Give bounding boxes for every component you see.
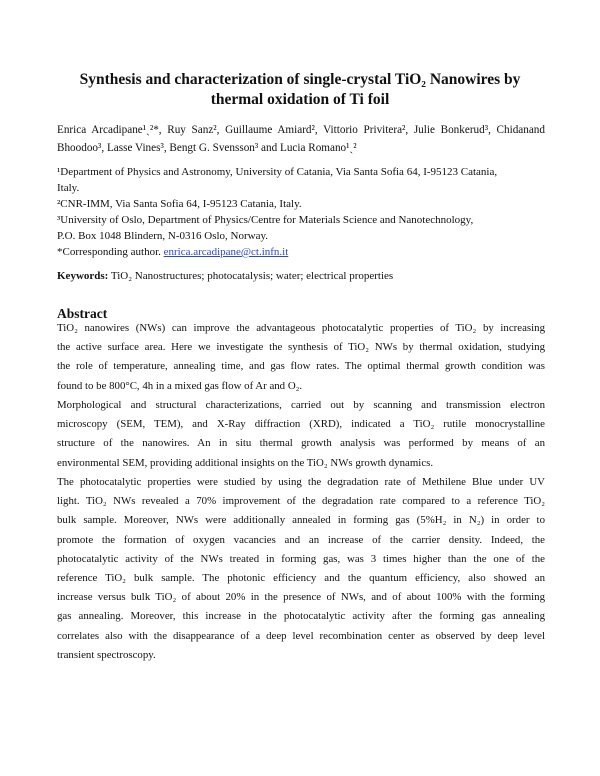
abstract-heading: Abstract xyxy=(57,306,108,321)
paper-title xyxy=(60,70,540,110)
affiliation-line: ¹Department of Physics and Astronomy, University of Catania, Via Santa Sofia 64, I-95123 Catania, xyxy=(57,166,498,178)
affiliation-line: ²CNR-IMM, Via Santa Sofia 64, I-95123 Catania, Italy. xyxy=(57,198,302,210)
abstract-line: found to be 800°C, 4h in a mixed gas flow of Ar and O₂. xyxy=(57,379,303,392)
abstract-paragraph-1 xyxy=(57,319,545,396)
abstract-paragraph-2 xyxy=(57,396,545,473)
abstract-line: photocatalytic activity of the NWs treated in forming gas, was 3 times higher than the one of the xyxy=(57,552,545,565)
affiliation-list xyxy=(57,164,545,260)
abstract-line: environmental SEM, providing additional insights on the TiO₂ NWs growth dynamics. xyxy=(57,456,434,469)
authors-line: Bhoodoo³, Lasse Vines³, Bengt G. Svensson³ and Lucia Romano¹ˏ² xyxy=(57,142,357,154)
abstract-line: light. TiO₂ NWs revealed a 70% improvement of the degradation rate compared to a reference TiO₂ xyxy=(57,495,545,508)
author-list xyxy=(57,121,545,157)
affiliation-line: ³University of Oslo, Department of Physics/Centre for Materials Science and Nanotechnology, xyxy=(57,214,474,226)
abstract-line: transient spectroscopy. xyxy=(57,648,156,661)
keywords-label: Keywords: xyxy=(57,270,109,282)
abstract-line: TiO₂ nanowires (NWs) can improve the advantageous photocatalytic properties of TiO₂ by increasing xyxy=(57,322,545,334)
abstract-line: The photocatalytic properties were studied by using the degradation rate of Methilene Blue under UV xyxy=(57,476,545,488)
abstract-paragraph-3 xyxy=(57,473,545,665)
abstract-line: increase versus bulk TiO₂ of about 20% in the presence of NWs, and of about 100% with the forming xyxy=(57,591,545,604)
affiliation-line: P.O. Box 1048 Blindern, N-0316 Oslo, Norway. xyxy=(57,230,269,242)
corresponding-author xyxy=(57,244,545,260)
keywords-text: TiO₂ Nanostructures; photocatalysis; water; electrical properties xyxy=(108,270,394,282)
abstract-line: Morphological and structural characterizations, carried out by scanning and transmission electron xyxy=(57,399,545,411)
abstract-line: bulk sample. Moreover, NWs were additionally annealed in forming gas (5%H₂ in N₂) in order to xyxy=(57,514,545,527)
abstract-line: the active surface area. Here we investigate the synthesis of TiO₂ NWs by thermal oxidation, studying xyxy=(57,341,545,354)
title-line: thermal oxidation of Ti foil xyxy=(210,91,390,108)
abstract-line: structure of the nanowires. An in situ thermal growth analysis was performed by means of an xyxy=(57,437,545,450)
abstract-line: reference TiO₂ bulk sample. The photonic efficiency and the quantum efficiency, also showed an xyxy=(57,571,545,584)
abstract-line: promote the formation of oxygen vacancies and an increase of the carrier density. Indeed, the xyxy=(57,533,545,546)
authors-line: Enrica Arcadipane¹ˏ²*, Ruy Sanz², Guillaume Amiard², Vittorio Privitera², Julie Bonkerud³, Chidanand xyxy=(57,124,545,136)
abstract-line: the role of temperature, annealing time, and gas flow rates. The optimal thermal growth condition was xyxy=(57,360,545,373)
title-line: Synthesis and characterization of single-crystal TiO₂ Nanowires by xyxy=(79,71,521,88)
keywords xyxy=(57,268,545,284)
corresponding-email-link[interactable]: enrica.arcadipane@ct.infn.it xyxy=(163,246,289,258)
corresponding-label: *Corresponding author. xyxy=(57,246,164,258)
affiliation-line: Italy. xyxy=(57,182,80,194)
abstract-line: microscopy (SEM, TEM), and X-Ray diffraction (XRD), indicated a TiO₂ rutile monocrystalline xyxy=(57,418,545,431)
abstract-line: gas annealing. Moreover, this increase in the photocatalytic activity after the forming gas annealing xyxy=(57,610,545,623)
abstract-line: correlates also with the disappearance of a deep level recombination center as observed by deep level xyxy=(57,629,545,642)
